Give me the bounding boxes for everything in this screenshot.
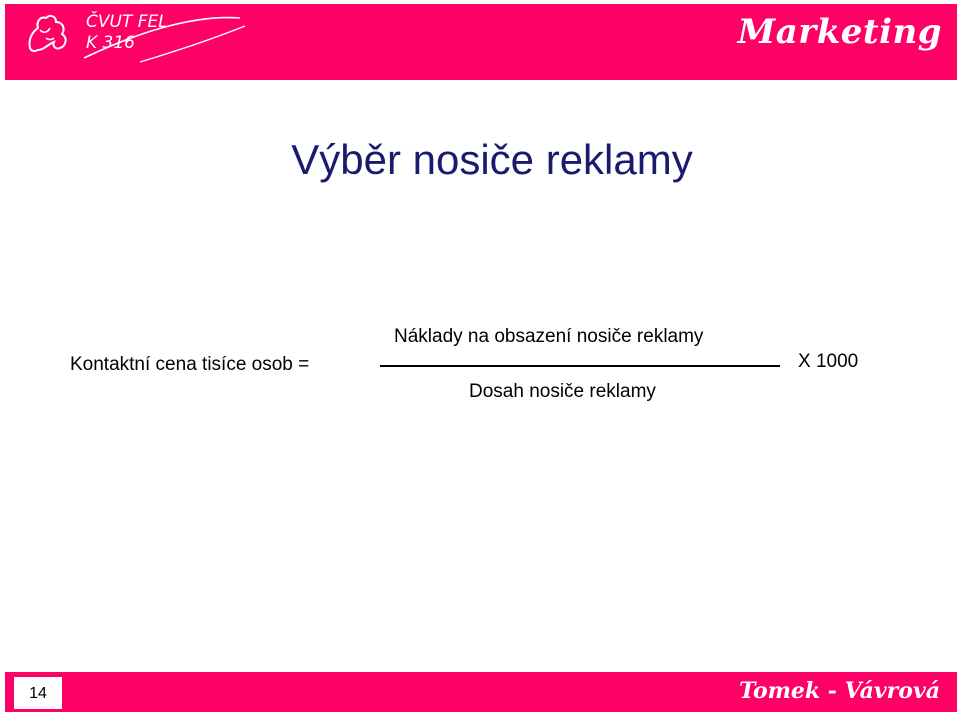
slide-title: Výběr nosiče reklamy [291,136,693,183]
formula-denominator: Dosah nosiče reklamy [469,381,656,402]
logo-text-department: K 316 [86,33,135,53]
formula-multiplier: X 1000 [798,351,859,372]
fraction-line [380,365,780,367]
lion-logo-icon [22,10,78,54]
footer-authors: Tomek - Vávrová [739,678,940,704]
page-number: 14 [29,685,47,702]
brand-title: Marketing [737,12,942,52]
logo-text-cvut: ČVUT FEL [86,12,168,32]
formula-numerator: Náklady na obsazení nosiče reklamy [394,326,704,347]
formula-left-side: Kontaktní cena tisíce osob = [70,354,310,375]
